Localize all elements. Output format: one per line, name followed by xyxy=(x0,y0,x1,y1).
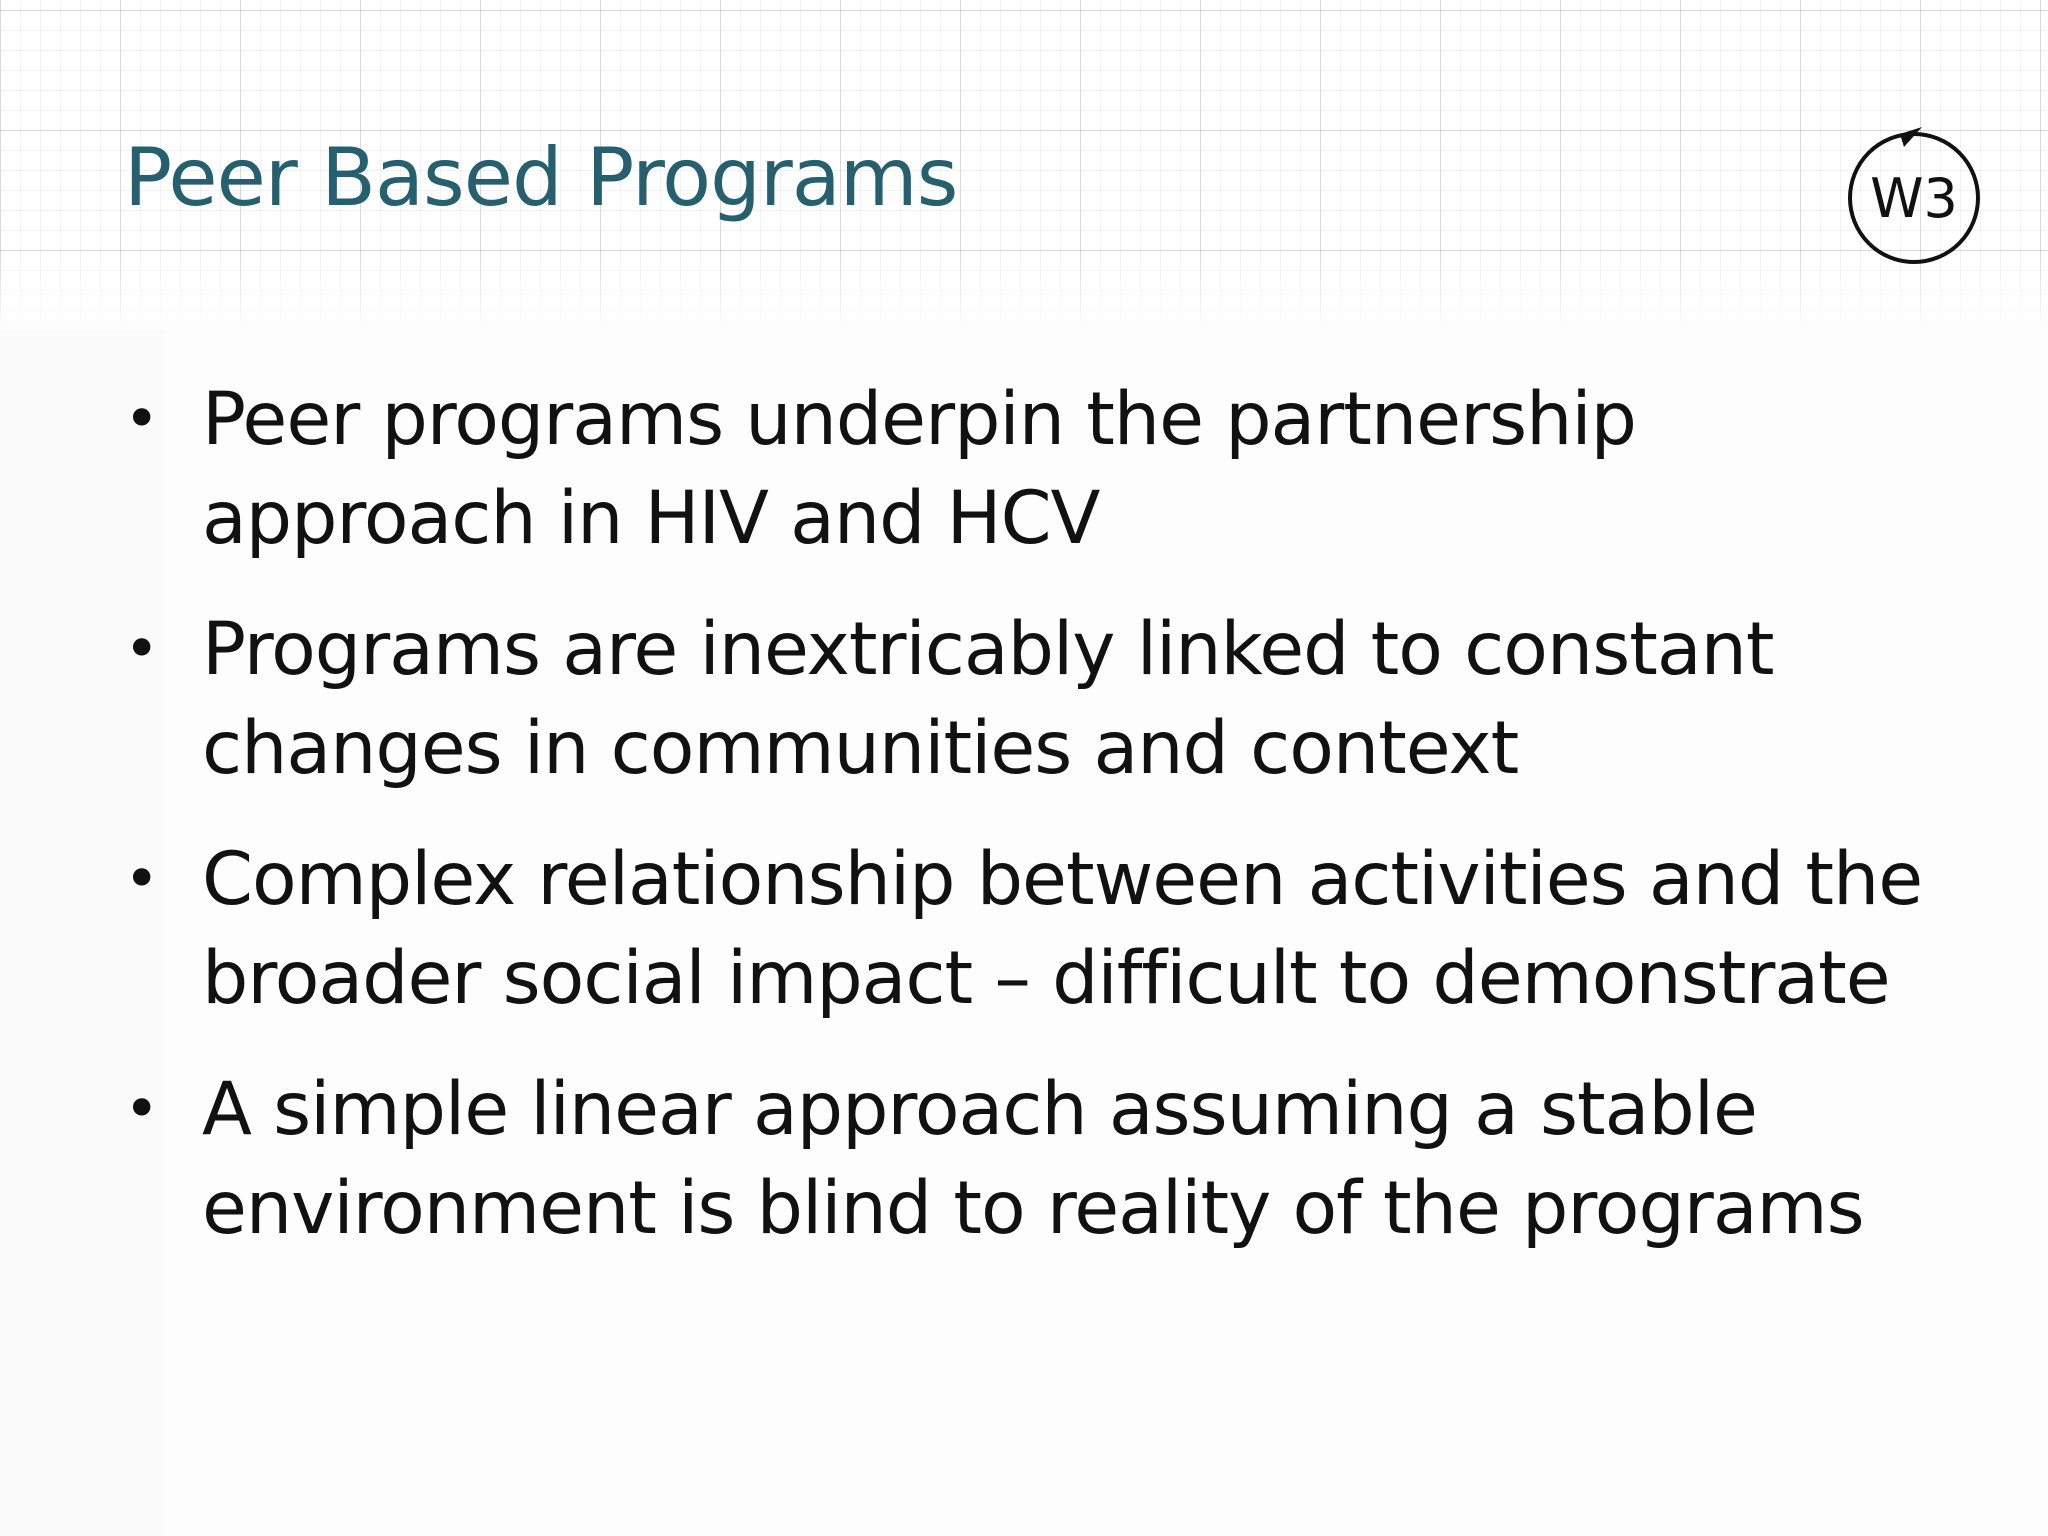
grid-fade xyxy=(0,250,2048,330)
w3-logo xyxy=(1838,120,1990,272)
bullet-list xyxy=(120,370,1960,1290)
bullet-item xyxy=(120,1060,1960,1258)
bullet-marker: • xyxy=(124,1074,159,1144)
bullet-text: Programs are inextricably linked to constant changes in communities and context xyxy=(202,607,1774,791)
bullet-text: Complex relationship between activities and the broader social impact – difficult to demonstrate xyxy=(202,837,1923,1021)
logo-text: W3 xyxy=(1870,167,1958,230)
bullet-text: Peer programs underpin the partnership approach in HIV and HCV xyxy=(202,377,1637,561)
slide-title: Peer Based Programs xyxy=(124,131,958,224)
bullet-marker: • xyxy=(124,614,159,684)
bullet-item xyxy=(120,830,1960,1028)
logo-arrow-icon xyxy=(1900,127,1922,147)
bullet-text: A simple linear approach assuming a stable environment is blind to reality of the programs xyxy=(202,1067,1864,1251)
bullet-item xyxy=(120,600,1960,798)
bullet-item xyxy=(120,370,1960,568)
bullet-marker: • xyxy=(124,384,159,454)
bullet-marker: • xyxy=(124,844,159,914)
